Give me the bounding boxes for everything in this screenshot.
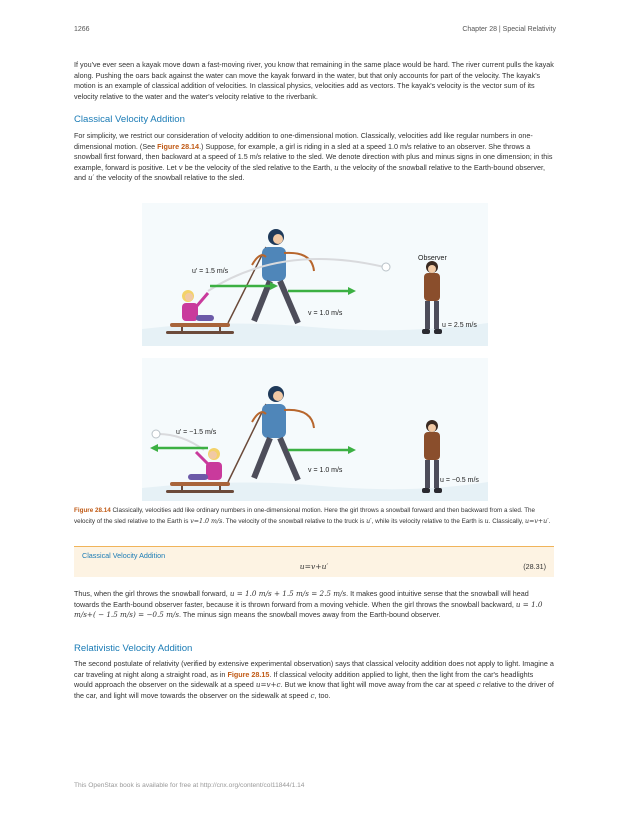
section1-paragraph: For simplicity, we restrict our consideration of velocity addition to one-dimensional motion. Classically, velocities add like regular numbers in one-dimensional motion. (See Figure 28.14.) Suppose, for example, a girl is riding in a sled at a speed 1.0 m/s relative to an observer. She throws a snowball first forward, then backward at a speed of 1.5 m/s relative to the sled. We denote direction with plus and minus signs in one dimension; in this example, forward is positive. Let v be the velocity of the sled relative to the Earth, u the velocity of the snowball relative to the Earth-bound observer, and u′ the velocity of the snowball relative to the sled.: [74, 131, 553, 183]
chapter-title: Chapter 28 | Special Relativity: [462, 26, 556, 33]
figure-28-15-link[interactable]: Figure 28.15: [227, 669, 270, 679]
snowball: [152, 430, 160, 438]
equation-box: [74, 546, 554, 577]
label-v-forward: v = 1.0 m/s: [308, 310, 343, 317]
intro-paragraph: If you've ever seen a kayak move down a fast-moving river, you know that remaining in the same place would be hard. The river current pulls the kayak along. Pushing the oars back against the water can move the kayak forward in the water, but that only accounts for part of the velocity. The kayak's motion is an example of classical addition of velocities. In classical physics, velocities add as vectors. The kayak's velocity is the vector sum of its velocity relative to the water and the water's velocity relative to the riverbank.: [74, 60, 554, 101]
label-uprime-backward: u′ = −1.5 m/s: [176, 429, 217, 436]
equation-box-title: Classical Velocity Addition: [82, 551, 166, 560]
figure-forward-illustration: [142, 203, 488, 346]
thus-paragraph: Thus, when the girl throws the snowball forward, u = 1.0 m/s + 1.5 m/s = 2.5 m/s. It makes good intuitive sense that the snowball will head towards the Earth-bound observer faster, because it is thrown forward from a moving vehicle. When the girl throws the snowball backward, u = 1.0 m/s+( − 1.5 m/s) = −0.5 m/s. The minus sign means the snowball moves away from the Earth-bound observer.: [74, 589, 543, 620]
section-heading-classical: Classical Velocity Addition: [74, 114, 185, 125]
label-uprime-forward: u′ = 1.5 m/s: [192, 268, 229, 275]
figure-28-14-link[interactable]: Figure 28.14: [157, 141, 200, 151]
equation-number: (28.31): [523, 562, 546, 571]
figure-caption-label: Figure 28.14: [74, 507, 111, 514]
figure-forward-throw: [142, 203, 488, 346]
snowball: [382, 263, 390, 271]
label-u-forward: u = 2.5 m/s: [442, 322, 477, 329]
label-observer: Observer: [418, 255, 447, 262]
figure-backward-throw: [142, 358, 488, 501]
label-u-backward: u = −0.5 m/s: [440, 477, 479, 484]
page-number: 1266: [74, 26, 90, 33]
equation: u=v+u′: [299, 562, 329, 571]
footer-note: This OpenStax book is available for free at http://cnx.org/content/col11844/1.14: [74, 782, 305, 789]
section-heading-relativistic: Relativistic Velocity Addition: [74, 643, 193, 654]
figure-caption: Figure 28.14 Classically, velocities add like ordinary numbers in one-dimensional motion. Here the girl throws a snowball forward and then backward from a sled. The velocity of the sled relative to the Earth is v=1.0 m/s. The velocity of the snowball relative to the truck is u′, while its velocity relative to the Earth is u. Classically, u=v+u′.: [74, 507, 551, 525]
label-v-backward: v = 1.0 m/s: [308, 467, 343, 474]
figure-backward-illustration: [142, 358, 488, 501]
section2-paragraph: The second postulate of relativity (verified by extensive experimental observation) says that classical velocity addition does not apply to light. Imagine a car traveling at night along a straight road, as in Figure 28.15. If classical velocity addition applied to light, then the light from the car's headlights would approach the observer on the sidewalk at a speed u=v+c. But we know that light will move away from the car at speed c relative to the driver of the car, and light will move towards the observer on the sidewalk at speed c, too.: [74, 659, 554, 700]
